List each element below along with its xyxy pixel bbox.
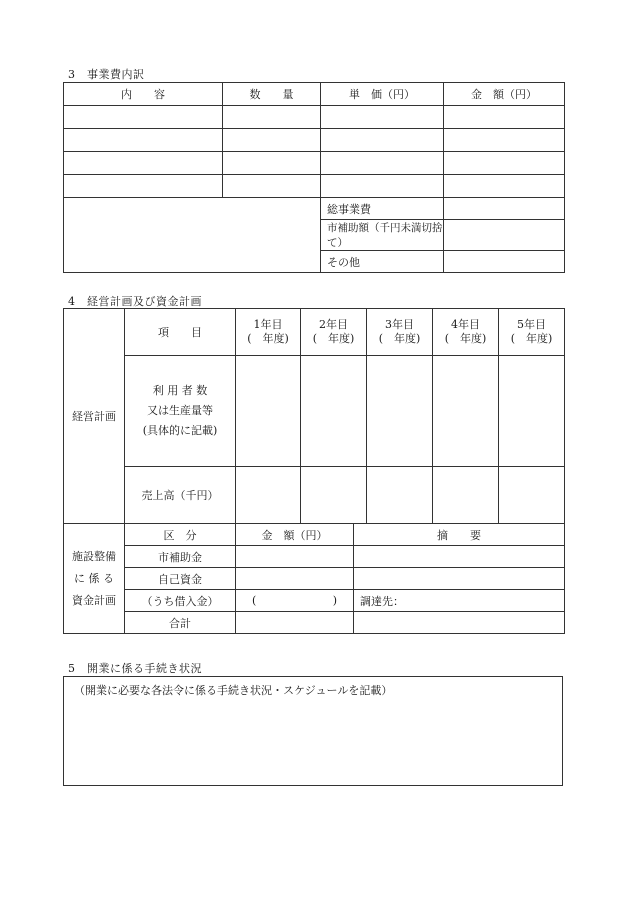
year-5-header: 5年目 ( 年度) (499, 309, 565, 356)
year-1-header: 1年目 ( 年度) (236, 309, 301, 356)
business-plan-table (63, 308, 565, 524)
users-year-5[interactable] (499, 356, 565, 467)
year-2-header: 2年目 ( 年度) (301, 309, 367, 356)
users-year-1[interactable] (236, 356, 301, 467)
sales-year-1[interactable] (236, 467, 301, 524)
total-amount[interactable] (236, 612, 354, 634)
summary-header: 摘 要 (354, 524, 565, 546)
users-year-2[interactable] (301, 356, 367, 467)
total-note[interactable] (354, 612, 565, 634)
city-subsidy-label: 市補助金 (125, 546, 236, 568)
loan-source[interactable]: 調達先： (354, 590, 565, 612)
cell[interactable] (444, 175, 565, 198)
header-unit-price: 単 価（円） (321, 83, 444, 106)
sales-label: 売上高（千円） (125, 467, 236, 524)
section4-heading: 4 経営計画及び資金計画 (68, 295, 202, 308)
other-value[interactable] (444, 251, 565, 273)
summary-blank (64, 198, 321, 273)
own-funds-note[interactable] (354, 568, 565, 590)
table-row (64, 175, 565, 198)
users-year-3[interactable] (367, 356, 433, 467)
cell[interactable] (223, 175, 321, 198)
loan-paren-close: ) (332, 594, 337, 607)
users-label: 利 用 者 数 又は生産量等 (具体的に記載) (125, 356, 236, 467)
cell[interactable] (444, 152, 565, 175)
procedure-status-box[interactable] (63, 676, 563, 786)
sales-year-2[interactable] (301, 467, 367, 524)
total-label: 合計 (125, 612, 236, 634)
cell[interactable] (223, 152, 321, 175)
category-header: 区 分 (125, 524, 236, 546)
other-label: その他 (321, 251, 444, 273)
loan-amount[interactable] (236, 590, 354, 612)
funding-plan-label: 施設整備 に 係 る 資金計画 (64, 524, 125, 634)
cell[interactable] (321, 175, 444, 198)
header-content: 内 容 (64, 83, 223, 106)
cell[interactable] (444, 129, 565, 152)
own-funds-label: 自己資金 (125, 568, 236, 590)
header-amount: 金 額（円） (444, 83, 565, 106)
own-funds-amount[interactable] (236, 568, 354, 590)
table-row (64, 129, 565, 152)
total-cost-label: 総事業費 (321, 198, 444, 220)
sales-year-5[interactable] (499, 467, 565, 524)
funding-plan-table (63, 523, 565, 634)
header-quantity: 数 量 (223, 83, 321, 106)
cell[interactable] (321, 129, 444, 152)
cell[interactable] (321, 152, 444, 175)
cell[interactable] (223, 129, 321, 152)
loan-label: （うち借入金） (125, 590, 236, 612)
subsidy-label: 市補助額（千円未満切捨て） (321, 220, 444, 251)
subsidy-value[interactable] (444, 220, 565, 251)
expense-breakdown-table (63, 82, 565, 273)
amount-header: 金 額（円） (236, 524, 354, 546)
table-row (64, 152, 565, 175)
year-4-header: 4年目 ( 年度) (433, 309, 499, 356)
city-subsidy-amount[interactable] (236, 546, 354, 568)
cell[interactable] (444, 106, 565, 129)
plan-label: 経営計画 (64, 309, 125, 524)
year-3-header: 3年目 ( 年度) (367, 309, 433, 356)
item-header: 項 目 (125, 309, 236, 356)
users-year-4[interactable] (433, 356, 499, 467)
sales-year-3[interactable] (367, 467, 433, 524)
cell[interactable] (64, 129, 223, 152)
sales-year-4[interactable] (433, 467, 499, 524)
section3-heading: 3 事業費内訳 (68, 68, 145, 81)
cell[interactable] (64, 106, 223, 129)
cell[interactable] (223, 106, 321, 129)
section5-heading: 5 開業に係る手続き状況 (68, 662, 202, 675)
procedure-status-note: （開業に必要な各法令に係る手続き状況・スケジュールを記載） (74, 684, 393, 697)
city-subsidy-note[interactable] (354, 546, 565, 568)
total-cost-value[interactable] (444, 198, 565, 220)
loan-paren-open: ( (252, 594, 257, 607)
cell[interactable] (64, 152, 223, 175)
table-row (64, 106, 565, 129)
cell[interactable] (321, 106, 444, 129)
cell[interactable] (64, 175, 223, 198)
